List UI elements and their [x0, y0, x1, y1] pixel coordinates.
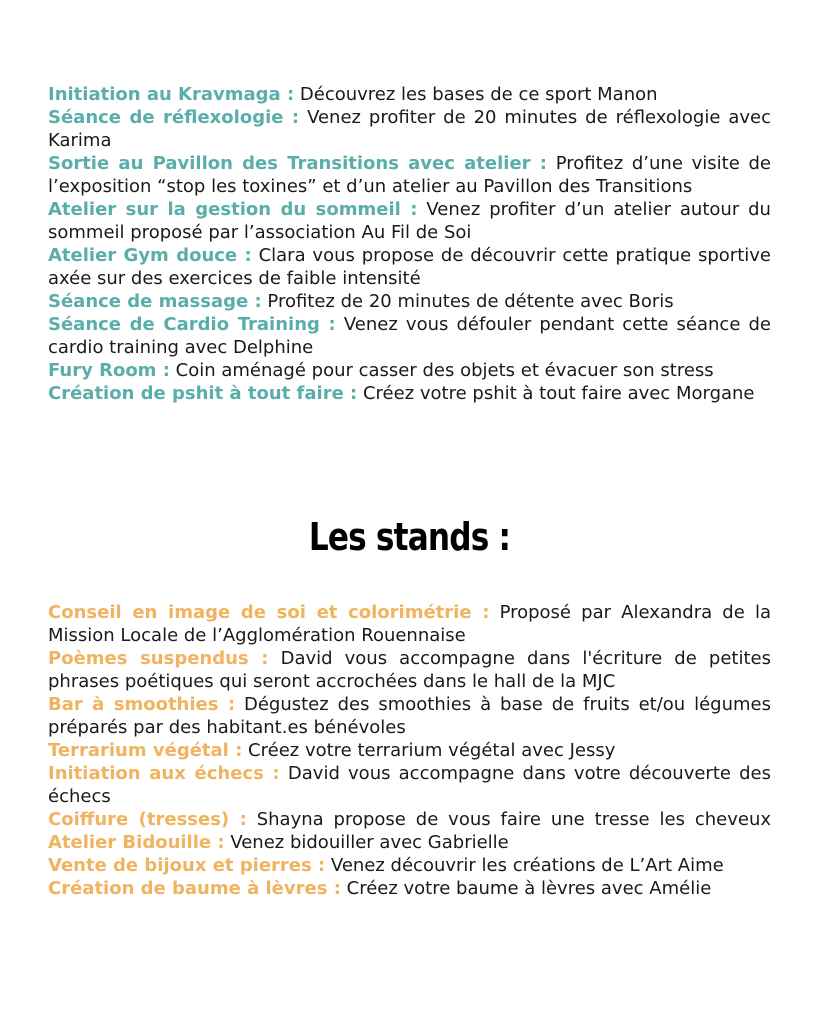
activity-term: Séance de massage : [48, 291, 262, 312]
activity-term: Séance de Cardio Training : [48, 314, 336, 335]
list-item [48, 198, 771, 244]
list-item [48, 808, 771, 854]
list-item [48, 693, 771, 739]
list-item [48, 359, 771, 382]
list-item [48, 739, 771, 762]
activity-desc: Coin aménagé pour casser des objets et évacuer son stress [175, 360, 714, 381]
activity-term: Fury Room : [48, 360, 170, 381]
stand-term: Bar à smoothies : [48, 694, 236, 715]
activity-desc: Découvrez les bases de ce sport Manon [299, 84, 658, 105]
stand-desc: Créez votre baume à lèvres avec Amélie [346, 878, 712, 899]
stand-term: Conseil en image de soi et colorimétrie : [48, 602, 490, 623]
stand-desc: Proposé par Alexandra de la Mission Locale de l’Agglomération Rouennaise [48, 602, 771, 646]
activity-desc: Profitez de 20 minutes de détente avec Boris [267, 291, 674, 312]
stands-heading: Les stands : [308, 515, 511, 559]
list-item [48, 152, 771, 198]
list-item [48, 647, 771, 693]
activity-desc: Venez vous défouler pendant cette séance de cardio training avec Delphine [48, 314, 772, 358]
stand-term: Vente de bijoux et pierres : [48, 855, 326, 876]
activity-term: Atelier sur la gestion du sommeil : [48, 199, 418, 220]
list-item [48, 382, 771, 405]
activities-list [48, 83, 771, 405]
stand-term: Initiation aux échecs : [48, 763, 280, 784]
stand-desc: David vous accompagne dans votre découverte des échecs [48, 763, 772, 807]
stand-term: Atelier Bidouille : [48, 832, 225, 853]
activity-term: Séance de réflexologie : [48, 107, 300, 128]
list-item [48, 762, 771, 808]
list-item [48, 877, 771, 900]
stand-desc: Venez bidouiller avec Gabrielle [230, 832, 509, 853]
activity-desc: Venez profiter de 20 minutes de réflexologie avec Karima [48, 107, 771, 151]
list-item [48, 244, 771, 290]
list-item [48, 854, 771, 877]
activity-desc: Clara vous propose de découvrir cette pratique sportive axée sur des exercices de faible intensité [48, 245, 771, 289]
activity-term: Sortie au Pavillon des Transitions avec atelier : [48, 153, 547, 174]
stand-term: Poèmes suspendus : [48, 648, 269, 669]
activity-term: Atelier Gym douce : [48, 245, 252, 266]
list-item [48, 313, 771, 359]
list-item [48, 83, 771, 106]
list-item [48, 601, 771, 647]
stand-desc: Venez découvrir les créations de L’Art Aime [330, 855, 724, 876]
list-item [48, 290, 771, 313]
list-item [48, 106, 771, 152]
stand-term: Création de baume à lèvres : [48, 878, 341, 899]
stand-term: Coiffure (tresses) : [48, 809, 247, 830]
stand-desc: Shayna propose de vous faire une tresse les cheveux [256, 809, 772, 830]
stands-list [48, 601, 771, 900]
stand-desc: Créez votre terrarium végétal avec Jessy [248, 740, 616, 761]
stand-desc: David vous accompagne dans l'écriture de petites phrases poétiques qui seront accrochées dans le hall de la MJC [48, 648, 771, 692]
stand-term: Terrarium végétal : [48, 740, 243, 761]
stand-desc: Dégustez des smoothies à base de fruits et/ou légumes préparés par des habitant.es bénévoles [48, 694, 771, 738]
activity-term: Création de pshit à tout faire : [48, 383, 358, 404]
activity-term: Initiation au Kravmaga : [48, 84, 295, 105]
activity-desc: Profitez d’une visite de l’exposition “stop les toxines” et d’un atelier au Pavillon des Transitions [48, 153, 771, 197]
activity-desc: Venez profiter d’un atelier autour du sommeil proposé par l’association Au Fil de Soi [48, 199, 771, 243]
activity-desc: Créez votre pshit à tout faire avec Morgane [362, 383, 755, 404]
